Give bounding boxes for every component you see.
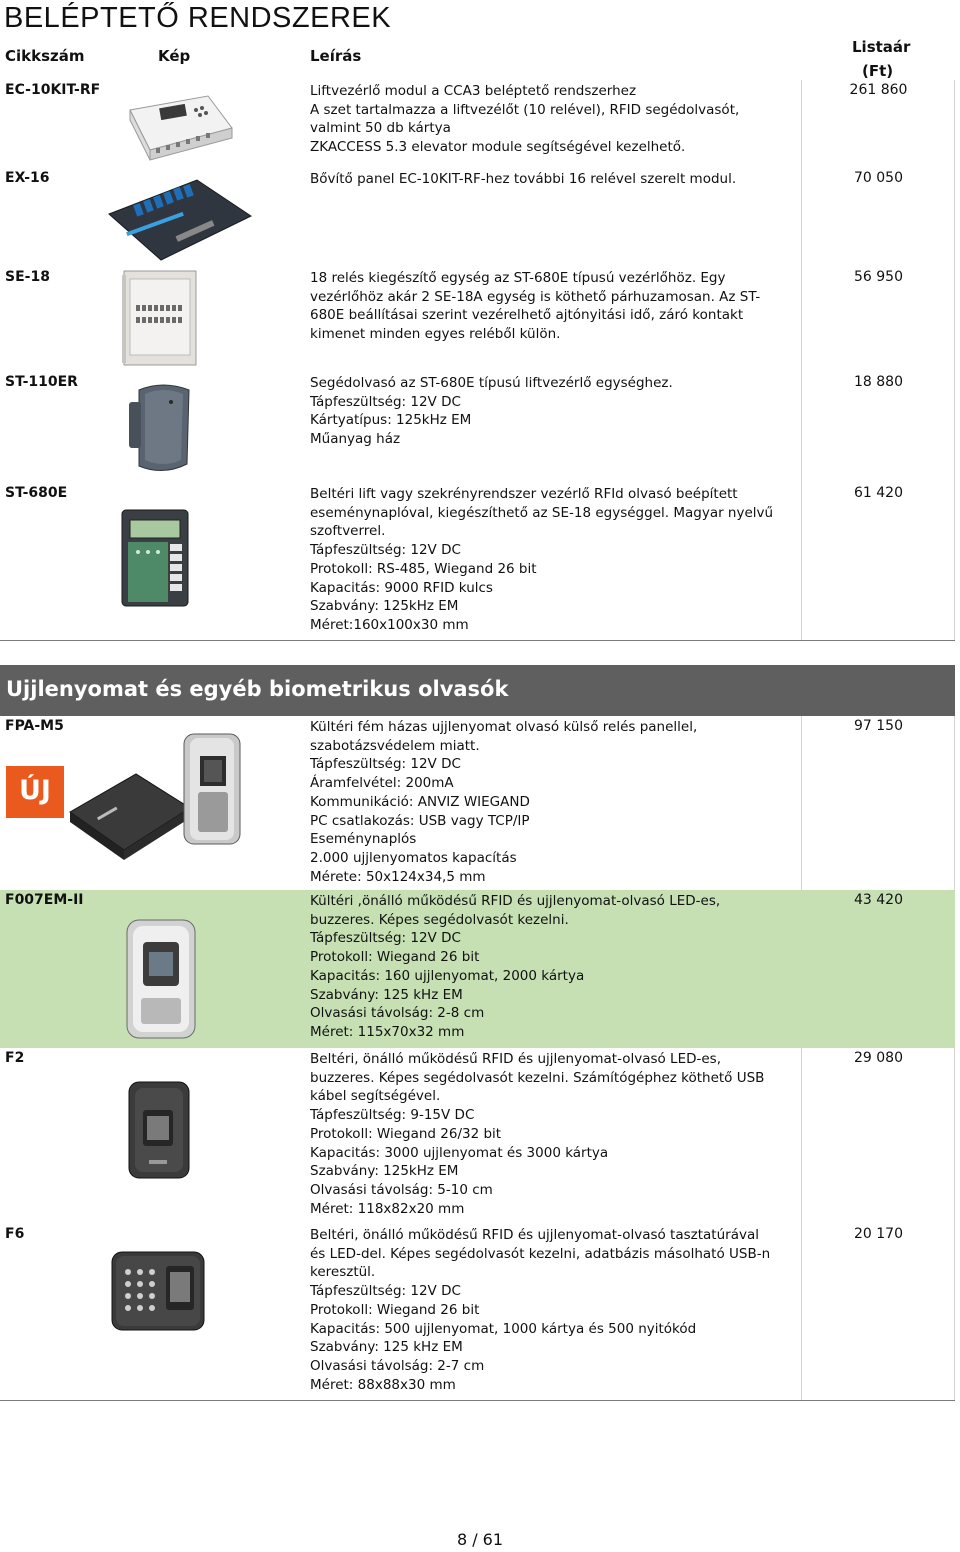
product-code: F2 (5, 1050, 25, 1066)
product-description: Kültéri fém házas ujjlenyomat olvasó külső relés panellel, szabotázsvédelem miatt. Tápfeszültség: 12V DC Áramfelvétel: 200mA Kommunikáció: ANVIZ WIEGAND PC csatlakozás: USB vagy TCP/IP Eseménynaplós 2.000 ujjlenyomatos kapacítás Mérete: 50x124x34,5 mm (310, 719, 698, 885)
product-price: 56 950 (854, 269, 903, 285)
product-image-fingerprint-reader-f2 (125, 1080, 193, 1182)
header-code: Cikkszám (5, 47, 85, 65)
page-number: 8 / 61 (456, 1530, 504, 1549)
product-code: ST-680E (5, 485, 68, 501)
table-row (0, 80, 955, 168)
header-image: Kép (158, 47, 191, 65)
section-header (0, 665, 955, 716)
table-row (0, 483, 955, 640)
product-code: F6 (5, 1226, 25, 1242)
product-description: Beltéri lift vagy szekrényrendszer vezérlő RFId olvasó beépített eseménynaplóval, kiegészíthető az SE-18 egységgel. Magyar nyelvű szoftverrel. Tápfeszültség: 12V DC Protokoll: RS-485, Wiegand 26 bit Kapacitás: 9000 RFID kulcs Szabvány: 125kHz EM Méret:160x100x30 mm (310, 486, 774, 633)
table-row (0, 716, 955, 890)
row-divider (0, 640, 955, 641)
product-code: EX-16 (5, 170, 50, 186)
product-code: F007EM-II (5, 892, 84, 908)
header-price: Listaár (852, 38, 911, 56)
product-price: 18 880 (854, 374, 903, 390)
header-price-unit: (Ft) (862, 62, 894, 80)
product-price: 61 420 (854, 485, 903, 501)
product-image-fingerprint-reader-with-panel (66, 728, 250, 864)
product-code: ST-110ER (5, 374, 78, 390)
section-title: Ujjlenyomat és egyéb biometrikus olvasók (6, 677, 509, 701)
product-description: Liftvezérlő modul a CCA3 beléptető rendszerhez A szet tartalmazza a liftvezélőt (10 relével), RFID segédolvasót, valmint 50 db kártya ZKACCESS 5.3 elevator module segítségével kezelhető. (310, 83, 740, 156)
product-price: 261 860 (849, 82, 908, 98)
product-image-lift-controller (120, 88, 240, 166)
product-description: Kültéri ,önálló működésű RFID és ujjlenyomat-olvasó LED-es, buzzeres. Képes segédolvasót kezelni. Tápfeszültség: 12V DC Protokoll: Wiegand 26 bit Kapacitás: 160 ujjlenyomat, 2000 kártya Szabvány: 125 kHz EM Olvasási távolság: 2-8 cm Méret: 115x70x32 mm (310, 893, 721, 1040)
header-description: Leírás (310, 47, 362, 65)
table-row (0, 1048, 955, 1224)
product-description: Segédolvasó az ST-680E típusú liftvezérlő egységhez. Tápfeszültség: 12V DC Kártyatípus: 125kHz EM Műanyag ház (310, 375, 673, 448)
product-code: EC-10KIT-RF (5, 82, 101, 98)
table-row (0, 372, 955, 483)
product-description: 18 relés kiegészítő egység az ST-680E típusú vezérlőhöz. Egy vezérlőhöz akár 2 SE-18A egység is köthető párhuzamosan. Az ST- 680E beállításai szerint vezérelhető ajtónyitási idő, záró kontakt kimenet minden egyes reléből külön. (310, 270, 761, 343)
product-code: SE-18 (5, 269, 50, 285)
product-price: 97 150 (854, 718, 903, 734)
product-description: Beltéri, önálló működésű RFID és ujjlenyomat-olvasó tasztatúrával és LED-del. Képes segédolvasót kezelni, adatbázis másolható USB-n keresztül. Tápfeszültség: 12V DC Protokoll: Wiegand 26 bit Kapacitás: 500 ujjlenyomat, 1000 kártya és 500 nyitókód Szabvány: 125 kHz EM Olvasási távolság: 2-7 cm Méret: 88x88x30 mm (310, 1227, 771, 1393)
product-description: Beltéri, önálló működésű RFID és ujjlenyomat-olvasó LED-es, buzzeres. Képes segédolvasót kezelni. Számítógéphez köthető USB kábel segítségével. Tápfeszültség: 9-15V DC Protokoll: Wiegand 26/32 bit Kapacitás: 3000 ujjlenyomat és 3000 kártya Szabvány: 125kHz EM Olvasási távolság: 5-10 cm Méret: 118x82x20 mm (310, 1051, 765, 1217)
product-price: 70 050 (854, 170, 903, 186)
product-image-keypad-controller (118, 508, 193, 608)
table-row (0, 168, 955, 267)
product-image-fingerprint-rfid-reader (125, 918, 197, 1040)
product-description: Bővítő panel EC-10KIT-RF-hez további 16 relével szerelt modul. (310, 171, 737, 187)
table-row (0, 267, 955, 372)
product-price: 29 080 (854, 1050, 903, 1066)
product-image-card-reader (125, 380, 200, 478)
product-image-fingerprint-keypad-reader (108, 1248, 208, 1334)
page-title: BELÉPTETŐ RENDSZEREK (4, 2, 392, 34)
product-code: FPA-M5 (5, 718, 64, 734)
product-price: 43 420 (854, 892, 903, 908)
product-image-relay-board (105, 176, 255, 264)
product-price: 20 170 (854, 1226, 903, 1242)
row-divider (0, 1400, 955, 1401)
new-badge: ÚJ (6, 766, 64, 818)
table-row (0, 890, 955, 1048)
product-image-relay-unit (120, 269, 200, 369)
table-row (0, 1224, 955, 1400)
